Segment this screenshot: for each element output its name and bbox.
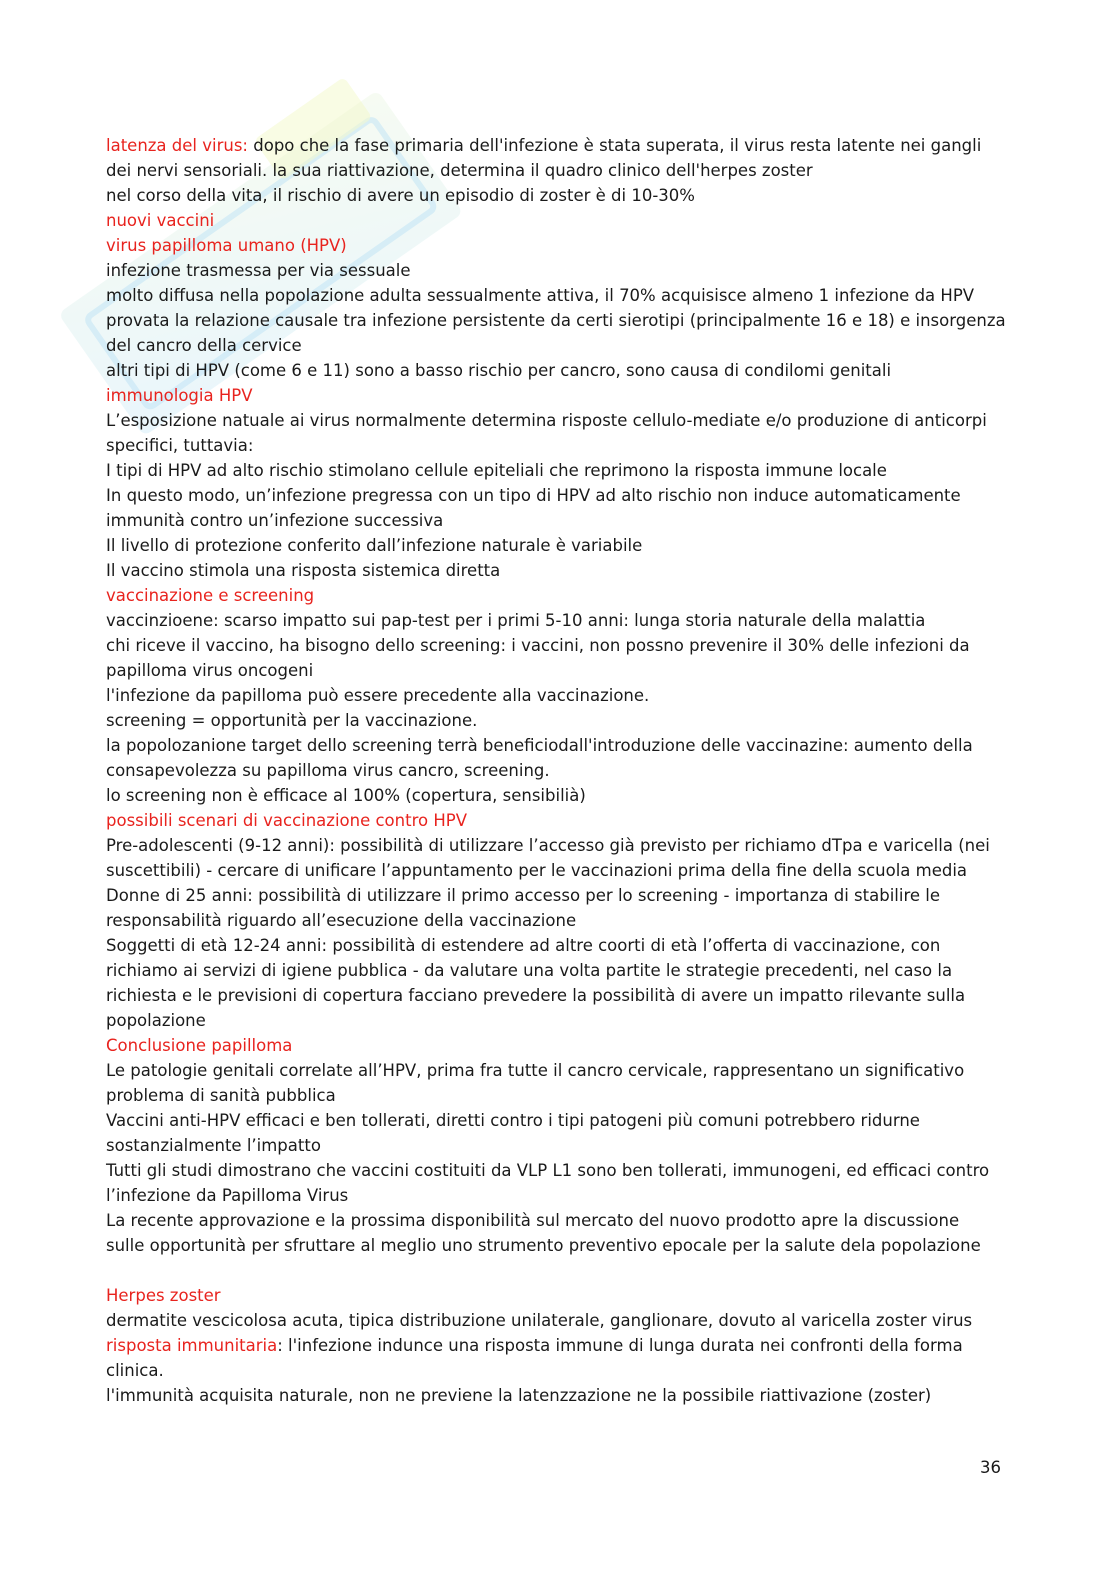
line-text: suscettibili) - cercare di unificare l’appuntamento per le vaccinazioni prima della fine della scuola media xyxy=(106,861,968,880)
text-line xyxy=(106,1133,1026,1158)
text-line xyxy=(106,1333,1026,1358)
line-text: responsabilità riguardo all’esecuzione della vaccinazione xyxy=(106,911,577,930)
text-line xyxy=(106,1158,1026,1183)
section-heading xyxy=(106,1283,1026,1308)
heading-label: immunologia HPV xyxy=(106,386,253,405)
text-line xyxy=(106,933,1026,958)
heading-label: possibili scenari di vaccinazione contro HPV xyxy=(106,811,467,830)
line-text: chi riceve il vaccino, ha bisogno dello screening: i vaccini, non possno prevenire il 30% delle infezioni da xyxy=(106,636,970,655)
line-text: molto diffusa nella popolazione adulta sessualmente attiva, il 70% acquisisce almeno 1 infezione da HPV xyxy=(106,286,975,305)
line-text: dermatite vescicolosa acuta, tipica distribuzione unilaterale, ganglionare, dovuto al varicella zoster virus xyxy=(106,1311,973,1330)
text-line xyxy=(106,333,1026,358)
line-text: problema di sanità pubblica xyxy=(106,1086,336,1105)
document-body xyxy=(106,133,1026,1408)
line-text: nel corso della vita, il rischio di avere un episodio di zoster è di 10-30% xyxy=(106,186,695,205)
text-line xyxy=(106,533,1026,558)
line-text: Donne di 25 anni: possibilità di utilizzare il primo accesso per lo screening - importanza di stabilire le xyxy=(106,886,941,905)
line-text: l'immunità acquisita naturale, non ne previene la latenzzazione ne la possibile riattivazione (zoster) xyxy=(106,1386,932,1405)
text-line xyxy=(106,433,1026,458)
heading-label: Herpes zoster xyxy=(106,1286,221,1305)
text-line xyxy=(106,608,1026,633)
line-text: l’infezione da Papilloma Virus xyxy=(106,1186,349,1205)
line-text: richiesta e le previsioni di copertura facciano prevedere la possibilità di avere un impatto rilevante sulla xyxy=(106,986,966,1005)
text-line xyxy=(106,683,1026,708)
text-line xyxy=(106,1308,1026,1333)
section-heading xyxy=(106,233,1026,258)
heading-label: latenza del virus: xyxy=(106,136,248,155)
line-text: sulle opportunità per sfruttare al meglio uno strumento preventivo epocale per la salute dela popolazione xyxy=(106,1236,981,1255)
line-text: lo screening non è efficace al 100% (copertura, sensibilià) xyxy=(106,786,586,805)
text-line xyxy=(106,1083,1026,1108)
line-text: la popolozanione target dello screening terrà beneficiodall'introduzione delle vaccinazine: aumento della xyxy=(106,736,973,755)
line-text: Soggetti di età 12-24 anni: possibilità di estendere ad altre coorti di età l’offerta di vaccinazione, con xyxy=(106,936,941,955)
page-number: 36 xyxy=(980,1458,1001,1477)
text-line xyxy=(106,158,1026,183)
text-line xyxy=(106,833,1026,858)
line-text: Tutti gli studi dimostrano che vaccini costituiti da VLP L1 sono ben tollerati, immunogeni, ed efficaci contro xyxy=(106,1161,990,1180)
text-line xyxy=(106,183,1026,208)
text-line xyxy=(106,1108,1026,1133)
line-text: Vaccini anti-HPV efficaci e ben tollerati, diretti contro i tipi patogeni più comuni potrebbero ridurne xyxy=(106,1111,920,1130)
text-line xyxy=(106,408,1026,433)
text-line xyxy=(106,908,1026,933)
heading-label: Conclusione papilloma xyxy=(106,1036,293,1055)
text-line xyxy=(106,883,1026,908)
line-text: papilloma virus oncogeni xyxy=(106,661,314,680)
section-heading xyxy=(106,1033,1026,1058)
line-text: Pre-adolescenti (9-12 anni): possibilità di utilizzare l’accesso già previsto per richiamo dTpa e varicella (nei xyxy=(106,836,990,855)
text-line xyxy=(106,483,1026,508)
line-text: Il livello di protezione conferito dall’infezione naturale è variabile xyxy=(106,536,643,555)
text-line xyxy=(106,858,1026,883)
line-text: l'infezione da papilloma può essere precedente alla vaccinazione. xyxy=(106,686,650,705)
line-text: Le patologie genitali correlate all’HPV, prima fra tutte il cancro cervicale, rappresentano un significativo xyxy=(106,1061,965,1080)
text-line xyxy=(106,1358,1026,1383)
text-line xyxy=(106,958,1026,983)
line-text: consapevolezza su papilloma virus cancro, screening. xyxy=(106,761,550,780)
section-heading xyxy=(106,583,1026,608)
line-text: popolazione xyxy=(106,1011,206,1030)
line-text: dopo che la fase primaria dell'infezione è stata superata, il virus resta latente nei gangli xyxy=(248,136,982,155)
text-line xyxy=(106,558,1026,583)
line-text: screening = opportunità per la vaccinazione. xyxy=(106,711,478,730)
line-text: richiamo ai servizi di igiene pubblica - da valutare una volta partite le strategie precedenti, nel caso la xyxy=(106,961,953,980)
line-text: sostanzialmente l’impatto xyxy=(106,1136,321,1155)
heading-label: virus papilloma umano (HPV) xyxy=(106,236,347,255)
line-text: provata la relazione causale tra infezione persistente da certi sierotipi (principalmente 16 e 18) e insorgenza xyxy=(106,311,1006,330)
text-line xyxy=(106,133,1026,158)
text-line xyxy=(106,508,1026,533)
text-line xyxy=(106,658,1026,683)
section-heading xyxy=(106,808,1026,833)
blank-line xyxy=(106,1258,1026,1283)
line-text: : l'infezione indunce una risposta immune di lunga durata nei confronti della forma xyxy=(277,1336,963,1355)
heading-label: vaccinazione e screening xyxy=(106,586,315,605)
heading-label: risposta immunitaria xyxy=(106,1336,278,1355)
text-line xyxy=(106,733,1026,758)
line-text: La recente approvazione e la prossima disponibilità sul mercato del nuovo prodotto apre la discussione xyxy=(106,1211,960,1230)
text-line xyxy=(106,1383,1026,1408)
text-line xyxy=(106,633,1026,658)
line-text: I tipi di HPV ad alto rischio stimolano cellule epiteliali che reprimono la risposta immune locale xyxy=(106,461,887,480)
text-line xyxy=(106,783,1026,808)
heading-label: nuovi vaccini xyxy=(106,211,215,230)
section-heading xyxy=(106,383,1026,408)
line-text: altri tipi di HPV (come 6 e 11) sono a basso rischio per cancro, sono causa di condilomi genitali xyxy=(106,361,892,380)
line-text: vaccinzioene: scarso impatto sui pap-test per i primi 5-10 anni: lunga storia naturale della malattia xyxy=(106,611,926,630)
section-heading xyxy=(106,208,1026,233)
line-text: L’esposizione natuale ai virus normalmente determina risposte cellulo-mediate e/o produzione di anticorpi xyxy=(106,411,987,430)
text-line xyxy=(106,358,1026,383)
text-line xyxy=(106,1208,1026,1233)
line-text: del cancro della cervice xyxy=(106,336,302,355)
text-line xyxy=(106,1233,1026,1258)
line-text: Il vaccino stimola una risposta sistemica diretta xyxy=(106,561,501,580)
line-text: infezione trasmessa per via sessuale xyxy=(106,261,411,280)
text-line xyxy=(106,1183,1026,1208)
text-line xyxy=(106,458,1026,483)
text-line xyxy=(106,308,1026,333)
line-text: clinica. xyxy=(106,1361,164,1380)
text-line xyxy=(106,1058,1026,1083)
line-text: immunità contro un’infezione successiva xyxy=(106,511,444,530)
text-line xyxy=(106,758,1026,783)
text-line xyxy=(106,258,1026,283)
text-line xyxy=(106,1008,1026,1033)
text-line xyxy=(106,283,1026,308)
text-line xyxy=(106,708,1026,733)
line-text: specifici, tuttavia: xyxy=(106,436,254,455)
text-line xyxy=(106,983,1026,1008)
line-text: In questo modo, un’infezione pregressa con un tipo di HPV ad alto rischio non induce automaticamente xyxy=(106,486,961,505)
line-text: dei nervi sensoriali. la sua riattivazione, determina il quadro clinico dell'herpes zoster xyxy=(106,161,813,180)
